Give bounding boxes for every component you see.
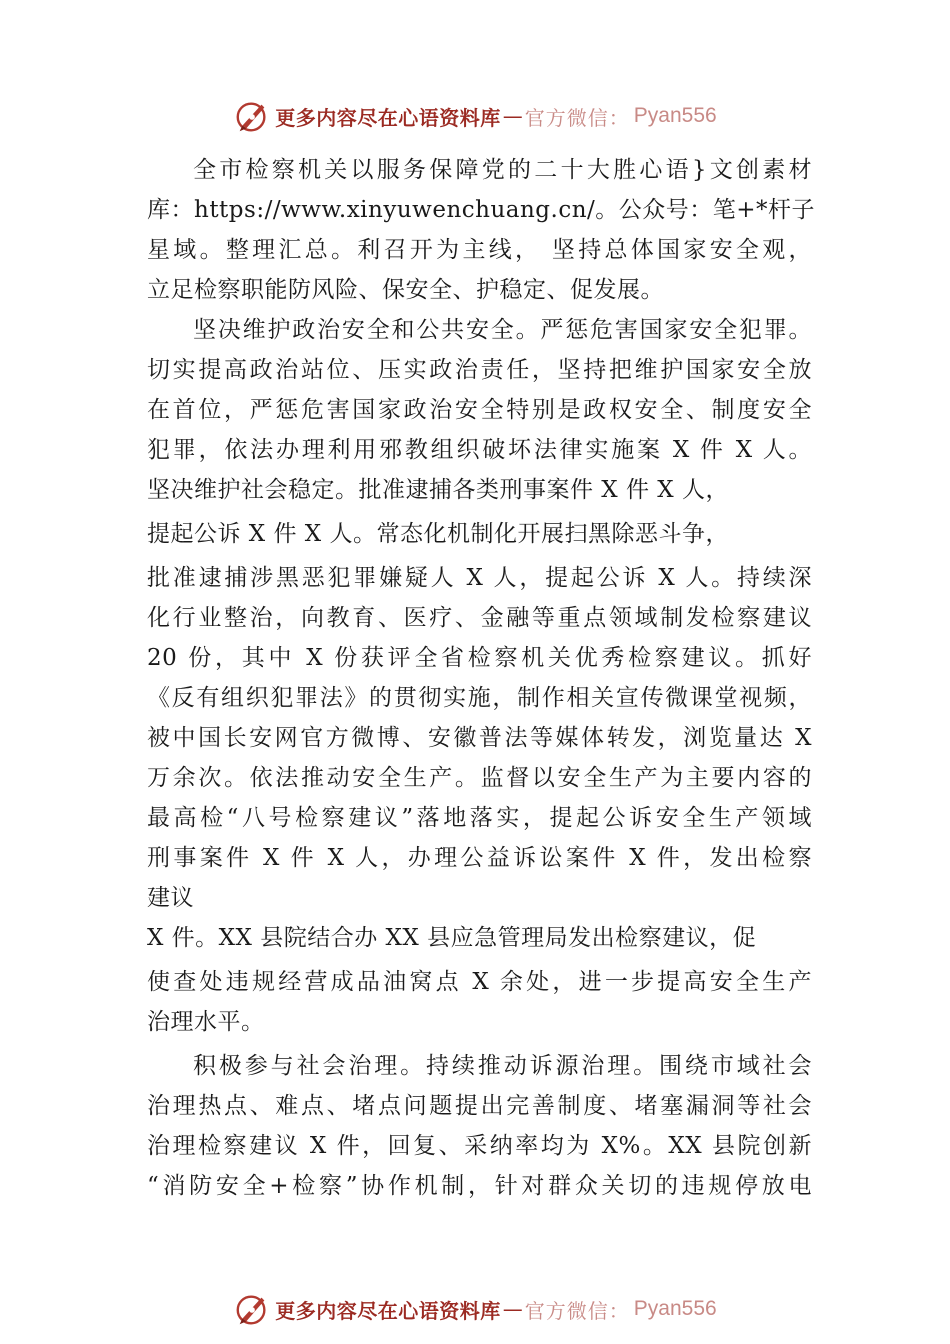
body-line: 最高检“八号检察建议”落地落实，提起公诉安全生产领域 xyxy=(147,805,812,831)
body-line: 切实提高政治站位、压实政治责任，坚持把维护国家安全放 xyxy=(147,357,812,383)
body-line: 20 份，其中 X 份获评全省检察机关优秀检察建议。抓好 xyxy=(147,645,812,671)
body-line: 犯罪，依法办理利用邪教组织破坏法律实施案 X 件 X 人。 xyxy=(147,437,812,463)
banner-separator: — xyxy=(502,1297,523,1321)
banner-brand: 更多内容尽在心语资料库 xyxy=(275,1298,501,1323)
body-line: 使查处违规经营成品油窝点 X 余处，进一步提高安全生产 xyxy=(147,969,812,995)
body-line: 化行业整治，向教育、医疗、金融等重点领域制发检察建议 xyxy=(147,605,812,631)
banner-wechat-id: Pyan556 xyxy=(633,1297,717,1320)
banner-official-label: 官方微信： xyxy=(524,1298,630,1323)
body-line: 星域。整理汇总。利召开为主线， 坚持总体国家安全观， xyxy=(147,237,812,263)
body-line: 建议 xyxy=(147,885,194,911)
body-line: 库：https://www.xinyuwenchuang.cn/。公众号：笔+*杆子 xyxy=(147,197,816,223)
body-line: 被中国长安网官方微博、安徽普法等媒体转发，浏览量达 X xyxy=(147,725,812,751)
body-line: 治理检察建议 X 件，回复、采纳率均为 X%。XX 县院创新 xyxy=(147,1133,812,1159)
body-line: 在首位，严惩危害国家政治安全特别是政权安全、制度安全 xyxy=(147,397,812,423)
banner-wechat-id: Pyan556 xyxy=(633,104,717,127)
body-line: 万余次。依法推动安全生产。监督以安全生产为主要内容的 xyxy=(147,765,812,791)
body-line: 全市检察机关以服务保障党的二十大胜心语}文创素材 xyxy=(193,157,812,183)
document-body xyxy=(147,150,816,1206)
body-line: 提起公诉 X 件 X 人。常态化机制化开展扫黑除恶斗争， xyxy=(147,521,729,547)
body-line: 立足检察职能防风险、保安全、护稳定、促发展。 xyxy=(147,277,664,303)
pen-logo-icon xyxy=(233,97,271,135)
banner-separator: — xyxy=(502,104,523,128)
body-line: 坚决维护社会稳定。批准逮捕各类刑事案件 X 件 X 人， xyxy=(147,477,729,503)
body-line: “消防安全+检察”协作机制，针对群众关切的违规停放电 xyxy=(147,1173,812,1199)
body-line: 坚决维护政治安全和公共安全。严惩危害国家安全犯罪。 xyxy=(193,317,812,343)
body-line: 积极参与社会治理。持续推动诉源治理。围绕市域社会 xyxy=(193,1053,812,1079)
body-line: 治理热点、难点、堵点问题提出完善制度、堵塞漏洞等社会 xyxy=(147,1093,812,1119)
body-line: 治理水平。 xyxy=(147,1009,265,1035)
banner-official-label: 官方微信： xyxy=(524,105,630,130)
body-line: 批准逮捕涉黑恶犯罪嫌疑人 X 人，提起公诉 X 人。持续深 xyxy=(147,565,812,591)
body-line: 《反有组织犯罪法》的贯彻实施，制作相关宣传微课堂视频， xyxy=(147,685,812,711)
header-banner xyxy=(0,96,950,136)
body-line: 刑事案件 X 件 X 人，办理公益诉讼案件 X 件，发出检察 xyxy=(147,845,812,871)
body-line: X 件。XX 县院结合办 XX 县应急管理局发出检察建议，促 xyxy=(147,925,757,951)
footer-banner xyxy=(0,1289,950,1329)
pen-logo-icon xyxy=(233,1290,271,1328)
banner-brand: 更多内容尽在心语资料库 xyxy=(275,105,501,130)
